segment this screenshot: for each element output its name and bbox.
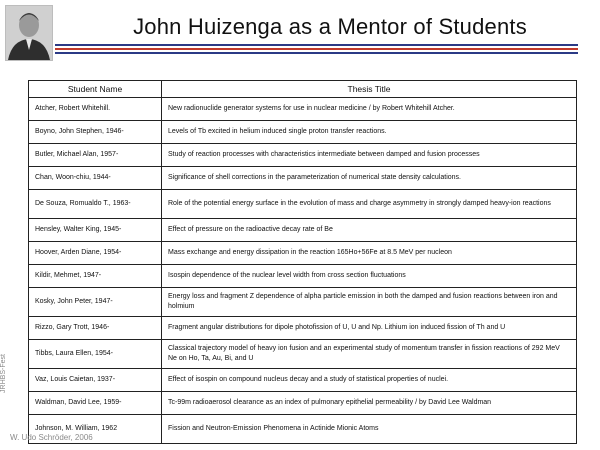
thesis-title-cell: Isospin dependence of the nuclear level width from cross section fluctuations [162, 265, 577, 288]
student-name-cell: De Souza, Romualdo T., 1963- [29, 190, 162, 219]
header-rule-blue-top [55, 44, 578, 46]
student-name-cell: Hoover, Arden Diane, 1954- [29, 242, 162, 265]
thesis-title-cell: Fragment angular distributions for dipole photofission of U, U and Np. Lithium ion induced fission of Th and U [162, 317, 577, 340]
header-thesis-title: Thesis Title [162, 81, 577, 98]
thesis-title-cell: Significance of shell corrections in the parameterization of numerical state density calculations. [162, 167, 577, 190]
table-row [29, 340, 577, 369]
thesis-title-cell: Fission and Neutron-Emission Phenomena in Actinide Mionic Atoms [162, 415, 577, 444]
students-table-container [28, 80, 576, 444]
thesis-title-cell: Effect of isospin on compound nucleus decay and a study of statistical properties of nuclei. [162, 369, 577, 392]
side-label: JRHBS-Fest [0, 354, 7, 393]
thesis-title-cell: Effect of pressure on the radioactive decay rate of Be [162, 219, 577, 242]
table-header-row [29, 81, 577, 98]
side-label-container [0, 350, 12, 400]
person-icon [6, 6, 52, 60]
student-name-cell: Kosky, John Peter, 1947- [29, 288, 162, 317]
table-row [29, 415, 577, 444]
table-row [29, 190, 577, 219]
thesis-title-cell: New radionuclide generator systems for use in nuclear medicine / by Robert Whitehill Atcher. [162, 98, 577, 121]
table-row [29, 392, 577, 415]
thesis-title-cell: Study of reaction processes with characteristics intermediate between damped and fusion processes [162, 144, 577, 167]
footer-credit: W. Udo Schröder, 2006 [10, 433, 93, 442]
student-name-cell: Tibbs, Laura Ellen, 1954- [29, 340, 162, 369]
student-name-cell: Boyno, John Stephen, 1946- [29, 121, 162, 144]
header-student-name: Student Name [29, 81, 162, 98]
table-row [29, 144, 577, 167]
table-row [29, 317, 577, 340]
table-row [29, 219, 577, 242]
thesis-title-cell: Levels of Tb excited in helium induced single proton transfer reactions. [162, 121, 577, 144]
table-row [29, 167, 577, 190]
student-name-cell: Butler, Michael Alan, 1957- [29, 144, 162, 167]
table-row [29, 242, 577, 265]
students-table [28, 80, 577, 444]
student-name-cell: Rizzo, Gary Trott, 1946- [29, 317, 162, 340]
thesis-title-cell: Classical trajectory model of heavy ion fusion and an experimental study of momentum transfer in fission reactions of 292 MeV Ne on Ho, Ta, Au, Bi, and U [162, 340, 577, 369]
header-rule-blue-bottom [55, 52, 578, 54]
student-name-cell: Atcher, Robert Whitehill. [29, 98, 162, 121]
header-rule-red [55, 48, 578, 50]
thesis-title-cell: Tc-99m radioaerosol clearance as an index of pulmonary epithelial permeability / by David Lee Waldman [162, 392, 577, 415]
student-name-cell: Waldman, David Lee, 1959- [29, 392, 162, 415]
thesis-title-cell: Mass exchange and energy dissipation in the reaction 165Ho+56Fe at 8.5 MeV per nucleon [162, 242, 577, 265]
student-name-cell: Johnson, M. William, 1962 [29, 415, 162, 444]
thesis-title-cell: Role of the potential energy surface in the evolution of mass and charge asymmetry in strongly damped heavy-ion reactions [162, 190, 577, 219]
thesis-title-cell: Energy loss and fragment Z dependence of alpha particle emission in both the damped and fusion reactions between iron and holmium [162, 288, 577, 317]
table-row [29, 369, 577, 392]
table-row [29, 98, 577, 121]
student-name-cell: Vaz, Louis Caietan, 1937- [29, 369, 162, 392]
student-name-cell: Kildir, Mehmet, 1947- [29, 265, 162, 288]
portrait-photo [5, 5, 53, 61]
student-name-cell: Chan, Woon-chiu, 1944- [29, 167, 162, 190]
table-row [29, 121, 577, 144]
table-row [29, 265, 577, 288]
slide-title: John Huizenga as a Mentor of Students [133, 14, 527, 39]
table-row [29, 288, 577, 317]
student-name-cell: Hensley, Walter King, 1945- [29, 219, 162, 242]
